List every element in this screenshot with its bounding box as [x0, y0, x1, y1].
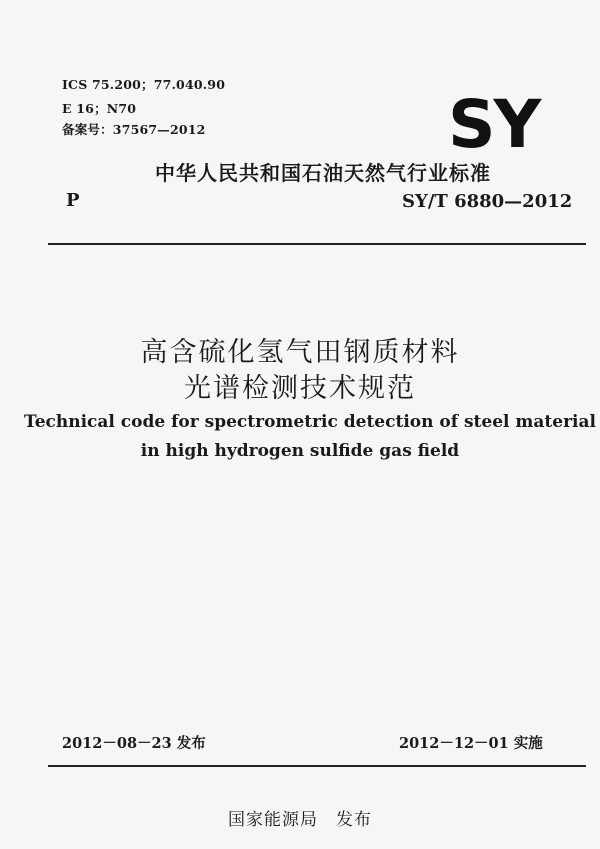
title-cn-line2: 光谱检测技术规范	[184, 373, 416, 404]
title-en-line2: in high hydrogen sulfide gas field	[140, 441, 460, 461]
standard-type: 中华人民共和国石油天然气行业标准	[155, 161, 491, 185]
title-cn-line1: 高含硫化氢气田钢质材料	[140, 337, 460, 368]
issuer: 国家能源局 发布	[228, 810, 372, 830]
implementation-date: 2012－12－01 实施	[399, 735, 543, 752]
header-divider	[48, 243, 586, 245]
classification-code: E 16；N70	[62, 101, 137, 116]
title-en-line1: Technical code for spectrometric detection of steel material	[24, 412, 596, 432]
standard-number: SY/T 6880—2012	[402, 191, 573, 212]
footer-divider	[48, 765, 586, 767]
ics-code: ICS 75.200；77.040.90	[62, 77, 226, 92]
sy-logo: SY	[448, 86, 540, 163]
publish-date: 2012－08－23 发布	[62, 735, 206, 752]
profession-code: P	[66, 190, 80, 211]
record-number: 备案号：37567—2012	[62, 122, 206, 137]
